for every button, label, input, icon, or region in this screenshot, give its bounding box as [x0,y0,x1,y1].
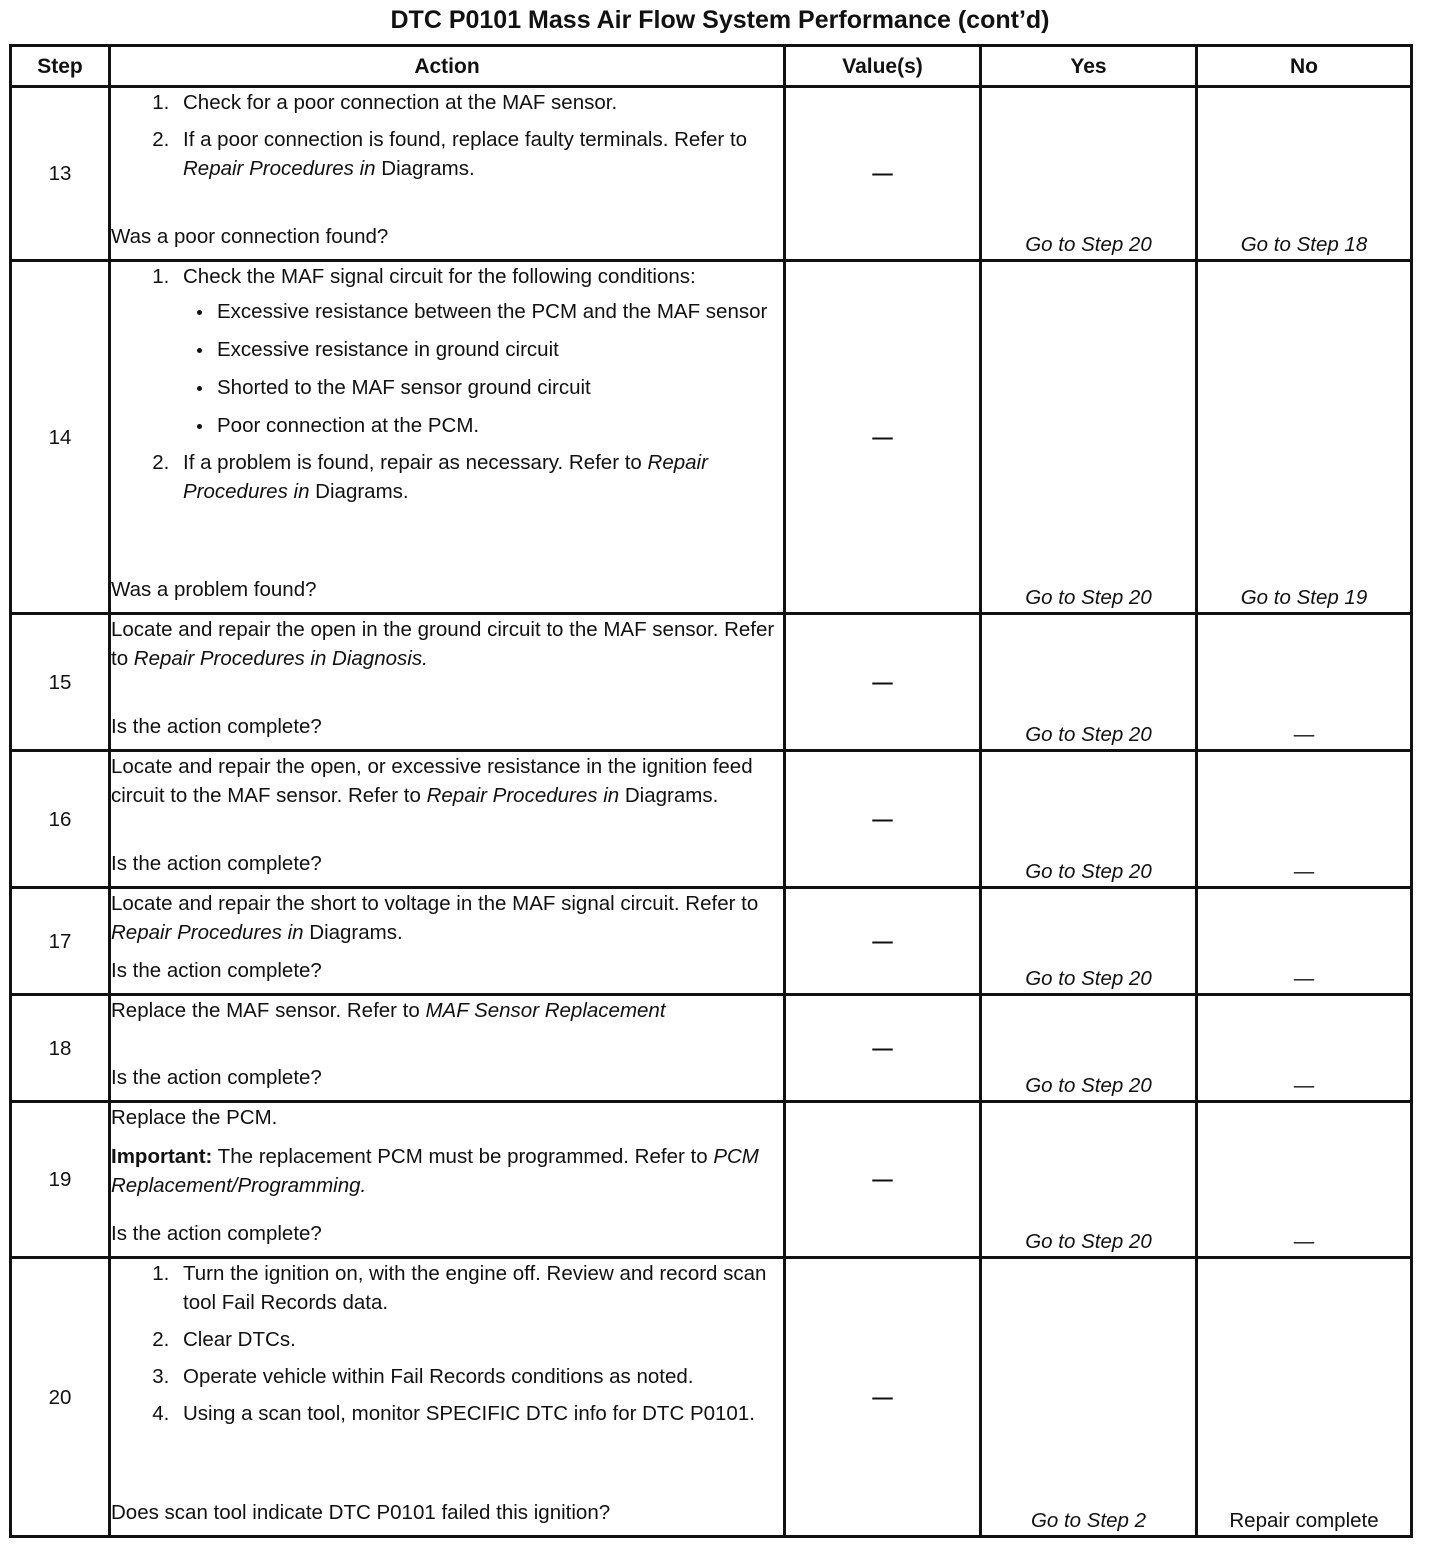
action-text: Check the MAF signal circuit for the following conditions: [183,265,696,288]
action-cell [110,261,785,614]
yes-result: Go to Step 20 [1025,233,1152,256]
action-reference: Repair Procedures in [426,784,620,807]
no-cell: — [1197,995,1412,1102]
action-step-1: 1. Turn the ignition on, with the engine off. Review and record scan tool Fail Records data. [175,1259,783,1317]
action-step-4: 4. Using a scan tool, monitor SPECIFIC DTC info for DTC P0101. [175,1399,783,1428]
action-step-2 [175,448,783,506]
yes-cell [981,1258,1197,1537]
action-text-block [111,752,783,810]
yes-result: Go to Step 20 [1025,1230,1152,1253]
action-cell [110,888,785,995]
action-text: Diagrams. [309,480,409,503]
yes-result: Go to Step 2 [1030,1509,1147,1532]
value-cell: — [785,1258,981,1537]
action-reference: Repair Procedures in [183,157,376,180]
condition-item: Excessive resistance in ground circuit [213,335,783,364]
action-cell [110,995,785,1102]
action-reference: PCM Replacement/Programming. [111,1145,759,1197]
no-cell [1197,87,1412,261]
action-cell [110,614,785,751]
action-text: If a problem is found, repair as necessary. Refer to [183,451,648,474]
condition-item: Excessive resistance between the PCM and the MAF sensor [213,297,783,326]
action-text: Locate and repair the open, or excessive resistance in the ignition feed circuit to the MAF sensor. Refer to [111,755,753,807]
table-row-step-17 [11,888,1412,995]
value-cell: — [785,751,981,888]
no-cell: — [1197,751,1412,888]
yes-cell [981,261,1197,614]
yes-result: Go to Step 20 [1025,723,1152,746]
action-reference: Repair Procedures in [111,921,304,944]
action-steps [111,1259,783,1428]
step-number: 13 [11,87,110,261]
no-result: Go to Step 18 [1240,233,1368,256]
value-cell: — [785,888,981,995]
yes-cell [981,751,1197,888]
step-number: 16 [11,751,110,888]
action-reference: Repair Procedures in Diagnosis. [133,647,428,670]
condition-list [183,297,783,440]
action-text: Locate and repair the open in the ground circuit to the MAF sensor. Refer to [111,618,775,670]
value-cell: — [785,87,981,261]
action-step-2: 2. Clear DTCs. [175,1325,783,1354]
header-no: No [1197,46,1412,87]
action-text-block [111,615,783,673]
action-text-block [111,996,783,1025]
action-question: Does scan tool indicate DTC P0101 failed this ignition? [111,1501,611,1524]
value-cell: — [785,1102,981,1258]
action-cell [110,751,785,888]
action-steps [111,88,783,183]
action-text: Diagrams. [619,784,719,807]
table-row-step-16 [11,751,1412,888]
action-question: Is the action complete? [111,1066,322,1089]
action-text: Diagrams. [375,157,475,180]
action-step-2 [175,125,783,183]
action-text: Replace the PCM. [111,1106,278,1129]
action-steps [111,262,783,506]
action-question: Was a poor connection found? [111,225,389,248]
header-yes: Yes [981,46,1197,87]
action-question: Was a problem found? [111,578,317,601]
table-row-step-20 [11,1258,1412,1537]
action-cell [110,87,785,261]
action-step-1: 1. Check for a poor connection at the MAF sensor. [175,88,783,117]
condition-item: Poor connection at the PCM. [213,411,783,440]
step-number: 18 [11,995,110,1102]
action-reference: Repair Procedures in [183,451,708,503]
condition-item: Shorted to the MAF sensor ground circuit [213,373,783,402]
header-values: Value(s) [785,46,981,87]
action-cell [110,1102,785,1258]
value-cell: — [785,995,981,1102]
yes-cell [981,87,1197,261]
action-question: Is the action complete? [111,852,322,875]
step-number: 20 [11,1258,110,1537]
no-cell: — [1197,1102,1412,1258]
action-text: Replace the MAF sensor. Refer to [111,999,426,1022]
table-row-step-13 [11,87,1412,261]
action-question: Is the action complete? [111,959,322,982]
action-reference: MAF Sensor Replacement [425,999,666,1022]
no-cell [1197,261,1412,614]
no-result: Go to Step 19 [1240,586,1368,609]
no-cell: — [1197,614,1412,751]
yes-cell [981,888,1197,995]
table-row-step-18 [11,995,1412,1102]
action-text-block [111,889,783,947]
action-question: Is the action complete? [111,1222,322,1245]
action-text: Locate and repair the short to voltage in the MAF signal circuit. Refer to [111,892,759,915]
diagnostic-table [9,44,1413,1538]
value-cell: — [785,261,981,614]
table-row-step-15 [11,614,1412,751]
yes-result: Go to Step 20 [1025,967,1152,990]
table-row-step-19 [11,1102,1412,1258]
yes-result: Go to Step 20 [1025,860,1152,883]
yes-cell [981,614,1197,751]
header-row [11,46,1412,87]
important-note [111,1142,783,1200]
table-row-step-14 [11,261,1412,614]
step-number: 15 [11,614,110,751]
action-step-1 [175,262,783,440]
step-number: 14 [11,261,110,614]
important-text: The replacement PCM must be programmed. Refer to [212,1145,714,1168]
header-action: Action [110,46,785,87]
action-question: Is the action complete? [111,715,322,738]
action-text: If a poor connection is found, replace faulty terminals. Refer to [183,128,748,151]
step-number: 19 [11,1102,110,1258]
no-cell: Repair complete [1197,1258,1412,1537]
step-number: 17 [11,888,110,995]
yes-cell [981,1102,1197,1258]
no-cell: — [1197,888,1412,995]
yes-result: Go to Step 20 [1025,1074,1152,1097]
action-text-group [111,1103,783,1200]
action-text: Diagrams. [303,921,403,944]
important-label: Important: [111,1145,213,1168]
value-cell: — [785,614,981,751]
yes-cell [981,995,1197,1102]
action-step-3: 3. Operate vehicle within Fail Records conditions as noted. [175,1362,783,1391]
page-title: DTC P0101 Mass Air Flow System Performance (cont’d) [390,6,1050,34]
header-step: Step [11,46,110,87]
yes-result: Go to Step 20 [1025,586,1152,609]
action-cell [110,1258,785,1537]
